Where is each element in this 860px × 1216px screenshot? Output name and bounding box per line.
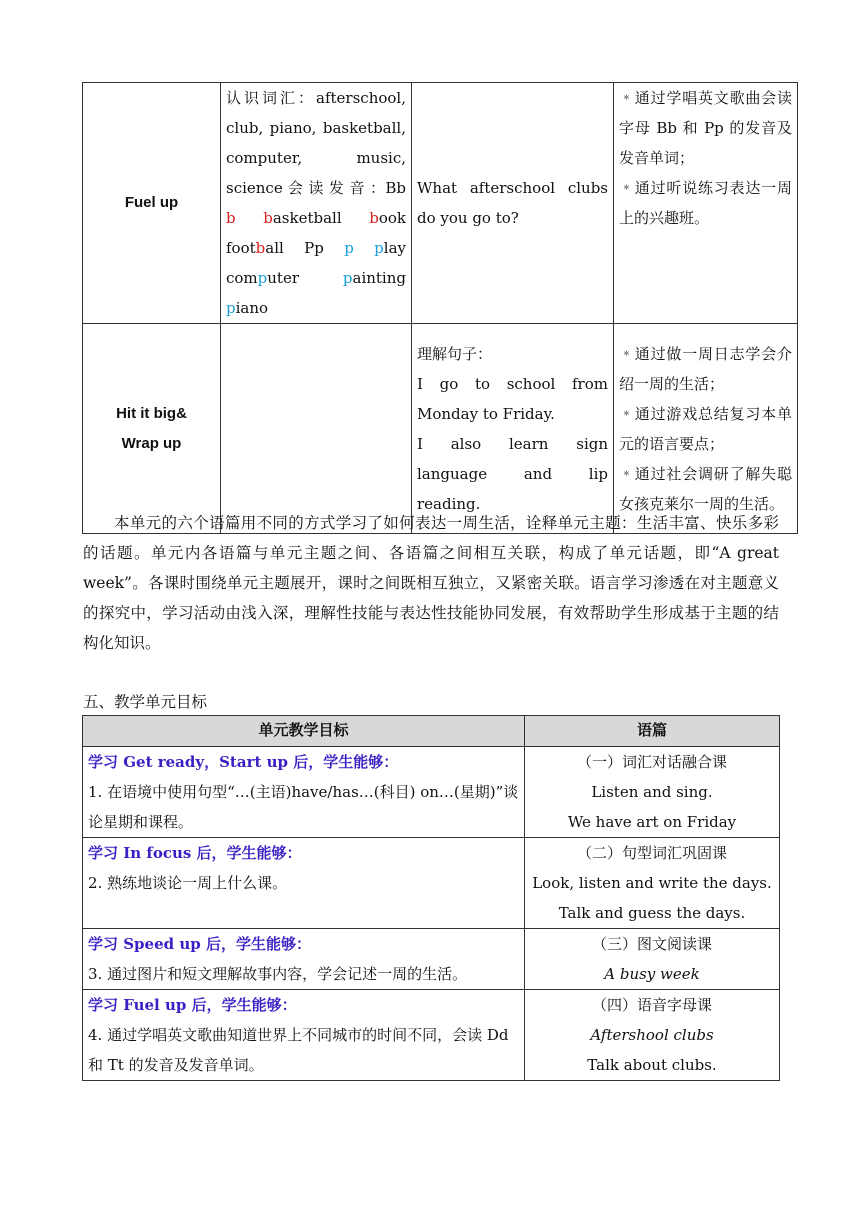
sentence-cell: 理解句子： I go to school from Monday to Friday. I also learn sign language and lip reading. bbox=[412, 324, 614, 534]
lesson-type: （一）词汇对话融合课 bbox=[576, 753, 727, 771]
lesson-cell bbox=[525, 838, 780, 929]
lesson-text: Talk and guess the days. bbox=[558, 904, 746, 922]
sentence-cell: What afterschool clubs do you go to? bbox=[412, 83, 614, 324]
goal-cell bbox=[83, 990, 525, 1081]
goal-title: 学习 Fuel up 后，学生能够： bbox=[88, 996, 297, 1014]
goal-text: 2. 熟练地谈论一周上什么课。 bbox=[88, 874, 288, 892]
goal-text: 3. 通过图片和短文理解故事内容，学会记述一周的生活。 bbox=[88, 965, 468, 983]
goal-title: 学习 Get ready，Start up 后，学生能够： bbox=[88, 753, 399, 771]
lesson-text: Listen and sing. bbox=[591, 783, 713, 801]
lesson-text: A busy week bbox=[604, 965, 700, 983]
lesson-type: （二）句型词汇巩固课 bbox=[576, 844, 727, 862]
table-header-row bbox=[83, 716, 780, 747]
phonics-intro: 会 读 发 音 ：Bb bbox=[287, 179, 406, 197]
lesson-type: （三）图文阅读课 bbox=[591, 935, 712, 953]
letter-p: p bbox=[344, 239, 354, 257]
goal-title: 学习 In focus 后，学生能够： bbox=[88, 844, 302, 862]
lesson-cell bbox=[525, 747, 780, 838]
row-label: Hit it big& Wrap up bbox=[83, 324, 221, 534]
summary-paragraph: 本单元的六个语篇用不同的方式学习了如何表达一周生活，诠释单元主题：生活丰富、快乐多彩的话题。单元内各语篇与单元主题之间、各语篇之间相互关联，构成了单元话题，即“A great week”。各课时围绕单元主题展开，课时之间既相互独立，又紧密关联。语言学习渗透在对主题意义的探究中，学习活动由浅入深，理解性技能与表达性技能协同发展，有效帮助学生形成基于主题的结构化知识。 bbox=[83, 514, 779, 652]
goal-item: ﹡通过社会调研了解失聪女孩克莱尔一周的生活。 bbox=[619, 464, 792, 513]
row-label: Fuel up bbox=[83, 83, 221, 324]
column-header: 语篇 bbox=[525, 716, 780, 747]
lesson-cell bbox=[525, 929, 780, 990]
unit-goals-table bbox=[82, 715, 780, 1081]
lesson-text: Look, listen and write the days. bbox=[532, 874, 772, 892]
empty-cell bbox=[221, 324, 412, 534]
phonics-word: book foot bbox=[226, 209, 406, 257]
unit-overview-table bbox=[82, 82, 798, 534]
table-row bbox=[83, 929, 780, 990]
column-header: 单元教学目标 bbox=[83, 716, 525, 747]
lesson-type: （四）语音字母课 bbox=[591, 996, 712, 1014]
vocab-cell bbox=[221, 83, 412, 324]
vocab-intro: 认识词汇：afterschool, club, piano, basketball, computer, music, science bbox=[226, 89, 406, 197]
lesson-text: Talk about clubs. bbox=[587, 1056, 717, 1074]
table-row bbox=[83, 990, 780, 1081]
goal-item: ﹡通过学唱英文歌曲会读字母 Bb 和 Pp 的发音及发音单词； bbox=[619, 89, 792, 167]
phonics-word: basketball bbox=[263, 209, 370, 227]
lesson-cell bbox=[525, 990, 780, 1081]
goal-title: 学习 Speed up 后，学生能够： bbox=[88, 935, 311, 953]
table-row bbox=[83, 83, 798, 324]
goal-cell bbox=[83, 929, 525, 990]
table-row bbox=[83, 838, 780, 929]
goals-cell bbox=[614, 324, 798, 534]
lesson-text: Aftershool clubs bbox=[590, 1026, 714, 1044]
phonics-word: piano bbox=[226, 299, 269, 317]
goal-cell bbox=[83, 838, 525, 929]
table-row bbox=[83, 324, 798, 534]
goals-cell bbox=[614, 83, 798, 324]
goal-item: ﹡通过做一周日志学会介绍一周的生活； bbox=[619, 344, 792, 393]
goal-item: ﹡通过听说练习表达一周上的兴趣班。 bbox=[619, 179, 792, 227]
goal-item: ﹡通过游戏总结复习本单元的语言要点； bbox=[619, 404, 792, 453]
phonics-word: play bbox=[374, 239, 406, 257]
phonics-word: computer bbox=[226, 269, 300, 287]
table-row bbox=[83, 747, 780, 838]
goal-text: 4. 通过学唱英文歌曲知道世界上不同城市的时间不同，会读 Dd 和 Tt 的发音及发音单词。 bbox=[88, 1026, 509, 1074]
pp-label: Pp bbox=[304, 239, 324, 257]
phonics-word: ball bbox=[255, 239, 284, 257]
letter-b: b bbox=[226, 209, 236, 227]
lesson-text: We have art on Friday bbox=[567, 813, 737, 831]
phonics-word: painting bbox=[342, 269, 406, 287]
goal-cell bbox=[83, 747, 525, 838]
section-heading: 五、教学单元目标 bbox=[83, 693, 208, 711]
goal-text: 1. 在语境中使用句型“…(主语)have/has…(科目) on…(星期)”谈论星期和课程。 bbox=[88, 783, 519, 831]
